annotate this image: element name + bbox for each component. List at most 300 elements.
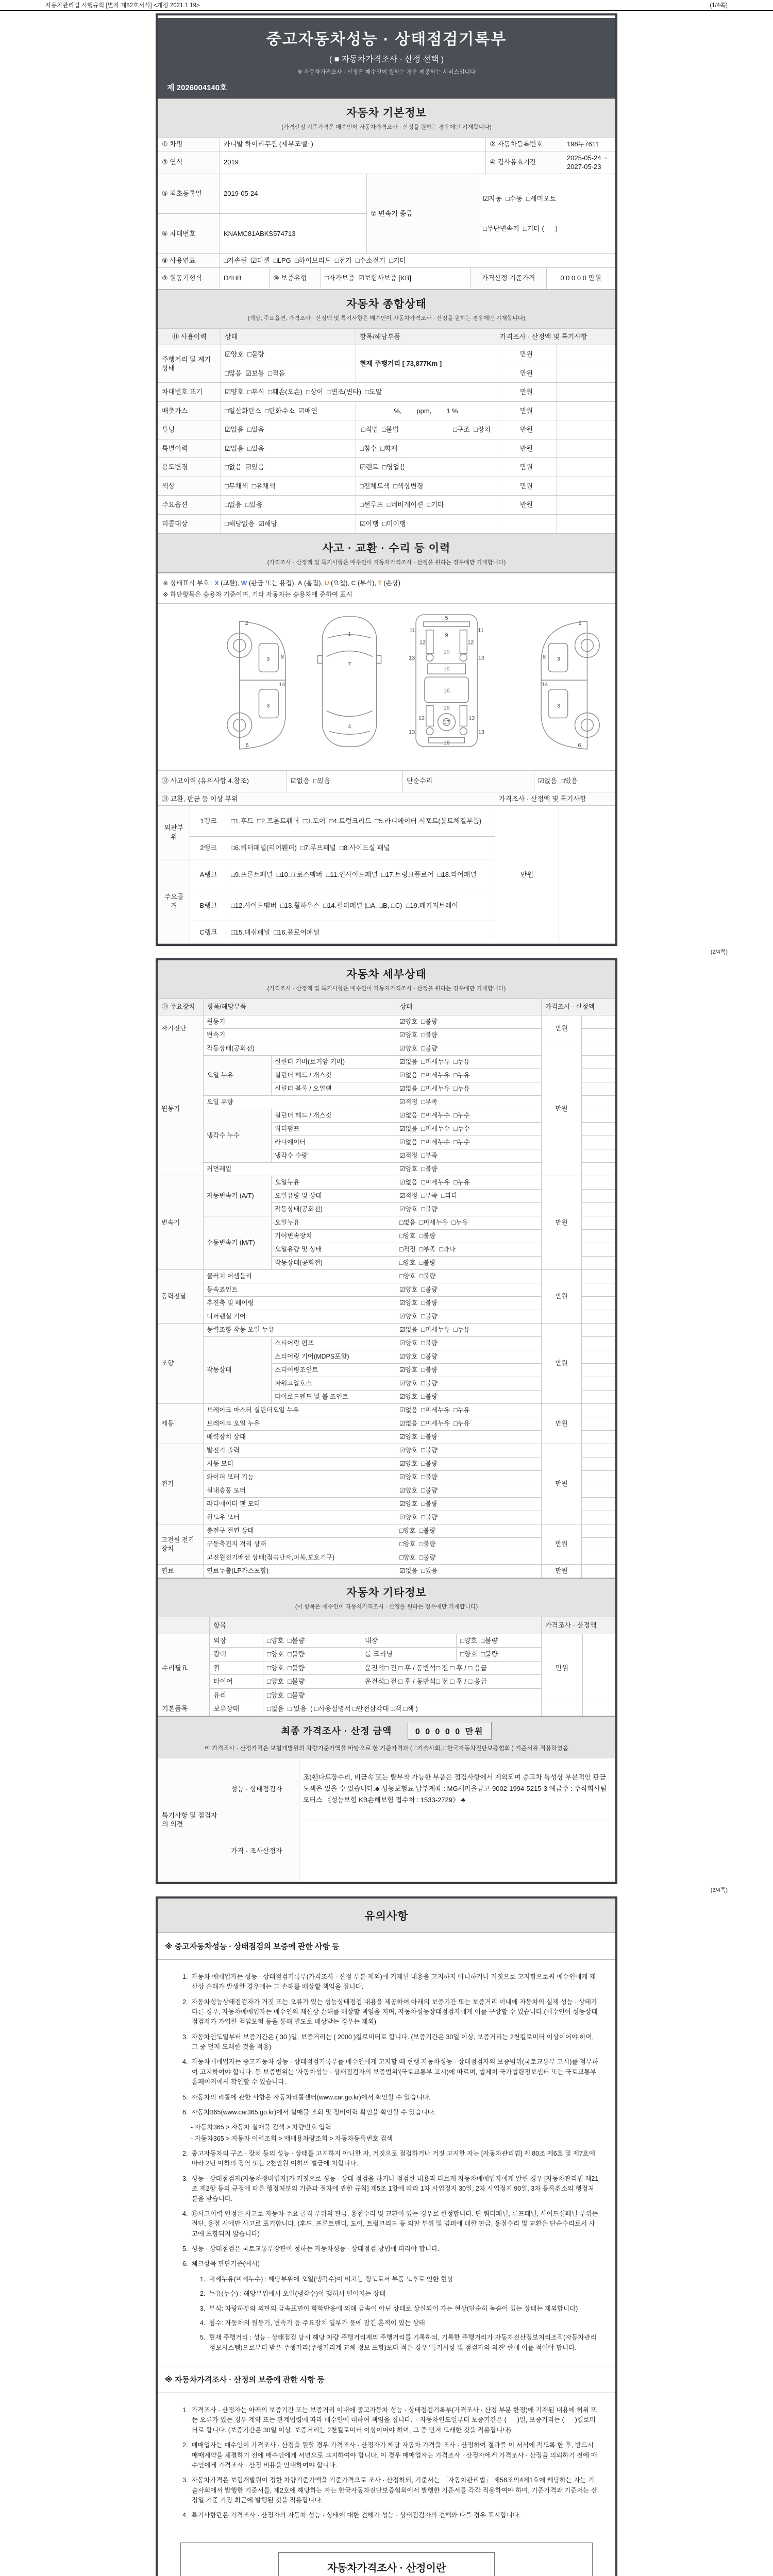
- cell-state: ☑없음 □미세누유 □누유: [396, 1417, 542, 1431]
- cell-price: 만원: [542, 1634, 583, 1702]
- cell-state: ☑없음 □미세누유 □누유: [396, 1176, 542, 1190]
- cell-state: □양호 □불량: [396, 1551, 542, 1565]
- section-detail-state: [158, 960, 615, 999]
- sub-group-label: 작동상태: [204, 1337, 272, 1404]
- cell-label: 등속죠인트: [204, 1283, 396, 1297]
- empty-cell: [559, 806, 615, 944]
- empty-cell: [582, 1471, 615, 1484]
- cell-label: 광택: [210, 1648, 263, 1662]
- cell-price: 만원: [542, 1404, 582, 1444]
- cell-state: ☑양호 □불량: [396, 1163, 542, 1176]
- svg-text:11: 11: [409, 627, 415, 634]
- code-dent-desc: (요철),: [329, 579, 351, 587]
- svg-text:9: 9: [445, 632, 448, 639]
- cell-state: □양호 □불량: [263, 1661, 361, 1675]
- cell-state: ☑양호 □불량: [396, 1310, 542, 1324]
- group-label: 조향: [158, 1324, 204, 1404]
- cell-price: 만원: [542, 1444, 582, 1524]
- cell-label: ⑥ 차대번호: [158, 214, 220, 254]
- svg-text:5: 5: [445, 615, 448, 621]
- empty-cell: [582, 1243, 615, 1257]
- cell-state: □12.사이드멤버 □13.휠하우스 □14.필러패널 (□A, □B, □C) □19.패키지트레이: [227, 890, 495, 921]
- overall-state-table: [158, 328, 615, 534]
- empty-cell: [557, 439, 615, 458]
- empty-cell: [582, 1149, 615, 1163]
- svg-text:8: 8: [543, 653, 546, 660]
- empty-cell: [582, 1565, 615, 1578]
- cell-label: 주요골격: [158, 859, 190, 944]
- cell-label: 휠: [210, 1661, 263, 1675]
- cell-price: 만원: [496, 401, 557, 420]
- cell-label: 냉각수 수량: [272, 1149, 396, 1163]
- cell-state: □6.쿼터패널(리어휀더) □7.루프패널 □8.사이드실 패널: [227, 837, 495, 859]
- svg-text:3: 3: [266, 703, 270, 709]
- svg-text:10: 10: [443, 649, 450, 655]
- svg-text:12: 12: [468, 715, 475, 722]
- cell-state: □전체도색 □색상변경: [356, 477, 496, 496]
- cell-label: 타이어: [210, 1675, 263, 1689]
- final-price-label: 최종 가격조사 · 산정 금액: [281, 1726, 392, 1737]
- column-header: 상태: [396, 999, 542, 1015]
- code-exchange: X: [214, 579, 219, 587]
- column-header: ⑭ 주요장치: [158, 999, 204, 1015]
- etc-info-table: [158, 1617, 615, 1716]
- cell-label: 1랭크: [190, 806, 227, 837]
- cell-label: 동력조향 작동 오일 누유: [204, 1324, 396, 1337]
- cell-label: ⑩ 보증유형: [270, 267, 321, 289]
- page-3: [156, 1896, 617, 2576]
- empty-cell: [582, 1350, 615, 1364]
- cell-state: □9.프론트패널 □10.크로스멤버 □11.인사이드패널 □17.트렁크플로어 □18.리어패널: [227, 859, 495, 890]
- document-subtitle: ( ■ 자동차가격조사 · 산정 선택 ): [329, 55, 444, 64]
- empty-cell: [557, 458, 615, 477]
- cell-label: 내장: [361, 1634, 457, 1648]
- group-label: 전기: [158, 1444, 204, 1524]
- column-header: 가격조사 · 산정액 및 특기사항: [496, 328, 615, 345]
- svg-text:13: 13: [478, 728, 485, 735]
- form-rule-header: [0, 0, 773, 10]
- cell-state: □없음 ☑있음: [221, 458, 356, 477]
- cell-label: 성능 · 상태점검자: [227, 1758, 299, 1820]
- cell-label: 충전구 절연 상태: [204, 1524, 396, 1538]
- group-label: 변속기: [158, 1176, 204, 1270]
- cell-label: 작동상태(공회전): [272, 1257, 396, 1270]
- tuning-legal-options: □적법 □불법: [361, 426, 399, 434]
- legend-note: ※ 하단항목은 승용차 기준이며, 기타 자동차는 승용차에 준하여 표시: [158, 588, 615, 604]
- empty-cell: [582, 1216, 615, 1230]
- cell-label: A랭크: [190, 859, 227, 890]
- code-damage: T: [378, 579, 382, 587]
- cell-label: 실내송풍 모터: [204, 1484, 396, 1498]
- group-label: 동력전달: [158, 1270, 204, 1324]
- cell-label: 파워고압호스: [272, 1377, 396, 1391]
- cell-label: C랭크: [190, 921, 227, 944]
- cell-state: □없음 □있음: [221, 496, 356, 515]
- cell-state: □1.후드 □2.프론트휀더 □3.도어 □4.트렁크리드 □5.라디에이터 서포트(볼트체결부품): [227, 806, 495, 837]
- definition-box-title: 자동차가격조사 · 산정이란: [278, 2552, 495, 2576]
- basic-info-table-3: [158, 253, 615, 268]
- cell-label: 실린더 블록 / 오일팬: [272, 1082, 396, 1096]
- cell-price: 만원: [542, 1524, 582, 1565]
- basic-info-table-1: [158, 137, 615, 174]
- cell-state: ☑양호 □불량: [396, 1364, 542, 1377]
- section-basic-info: [158, 98, 615, 138]
- cell-label: 추진축 및 베어링: [204, 1297, 396, 1310]
- document-number: 제 2026004140호: [167, 83, 227, 92]
- empty-cell: [557, 364, 615, 383]
- code-dent: U: [324, 579, 329, 587]
- svg-text:6: 6: [578, 742, 581, 749]
- cell-price: 만원: [496, 345, 557, 364]
- empty-cell: [582, 1417, 615, 1431]
- cell-state: □양호 □불량: [263, 1675, 361, 1689]
- empty-cell: [582, 1163, 615, 1176]
- cell-label: 윈도우 모터: [204, 1511, 396, 1524]
- section-title: 유의사항: [364, 1910, 409, 1922]
- cell-label: 튜닝: [158, 420, 221, 439]
- code-damage-desc: (손상): [381, 579, 400, 587]
- page-marker-3: (3/4쪽): [710, 1887, 728, 1893]
- cell-label: 단순수리: [403, 770, 534, 792]
- cell-label: 실린더 커버(로커암 커버): [272, 1056, 396, 1069]
- cell-label: 특별이력: [158, 439, 221, 458]
- cell-state: □침수 □화재: [356, 439, 496, 458]
- transmission-options-2: □무단변속기 □기타 ( ): [483, 225, 558, 233]
- cell-state: □양호 □불량: [396, 1538, 542, 1551]
- cell-state: ☑없음 □있음: [534, 770, 615, 792]
- code-exchange-desc: (교환),: [219, 579, 241, 587]
- svg-text:11: 11: [478, 627, 484, 634]
- code-weld-desc: (판금 또는 용접),: [247, 579, 298, 587]
- cell-price: 만원: [542, 1176, 582, 1270]
- cell-state: ☑없음 □미세누유 □누유: [396, 1324, 542, 1337]
- empty-cell: [557, 420, 615, 439]
- damage-diagram-wrap: [158, 604, 615, 771]
- cell-label: 스티어링 펌프: [272, 1337, 396, 1350]
- cell-value: 2025-05-24 ~ 2027-05-23: [563, 151, 615, 174]
- code-corrosion: C: [351, 579, 356, 587]
- svg-text:3: 3: [557, 655, 560, 662]
- empty-cell: [582, 1511, 615, 1524]
- svg-text:2: 2: [578, 620, 582, 626]
- cell-state: ☑양호 □불량: [221, 345, 356, 364]
- cell-state: ☑없음 □있음: [287, 770, 403, 792]
- cell-label: 브레이크 마스터 실린더오일 누유: [204, 1404, 396, 1417]
- svg-text:3: 3: [266, 655, 270, 662]
- cell-value: 2019-05-24: [220, 174, 367, 214]
- sub-group-label: 수동변속기 (M/T): [204, 1216, 272, 1270]
- cell-state: □무채색 □유채색: [221, 477, 356, 496]
- group-label: 제동: [158, 1404, 204, 1444]
- notice-item: 6. 자동차365(www.car365.go.kr)에서 실매물 조회 및 정비이력 확인을 확인할 수 있습니다.: [182, 2108, 436, 2116]
- empty-cell: [582, 1176, 615, 1190]
- svg-text:14: 14: [279, 681, 285, 688]
- final-price-band: [158, 1716, 615, 1758]
- sub-group-label: 냉각수 누수: [204, 1109, 272, 1163]
- cell-state: □양호 □불량: [457, 1634, 542, 1648]
- svg-text:13: 13: [409, 728, 415, 735]
- section-overall-state: [158, 290, 615, 329]
- cell-state: ☑양호 □부식 □훼손(오손) □상이 □변조(변타) □도말: [221, 383, 496, 402]
- empty-cell: [582, 1283, 615, 1297]
- empty-cell: [557, 383, 615, 402]
- group-label: 특기사항 및 점검자의 의견: [158, 1758, 227, 1882]
- cell-state: ☑양호 □불량: [396, 1029, 542, 1042]
- cell-label: 시동 모터: [204, 1458, 396, 1471]
- cell-label: 기어변속장치: [272, 1230, 396, 1243]
- empty-cell: [582, 1324, 615, 1337]
- cell-label: 가격조사 · 산정액 및 특기사항: [495, 792, 615, 806]
- page-marker-1: (1/4쪽): [710, 3, 728, 9]
- cell-label: 색상: [158, 477, 221, 496]
- cell-state: 운전석□ 전 □ 후 / 동반석□ 전 □ 후 / □ 응급: [361, 1661, 542, 1675]
- cell-state: □많음 ☑보통 □적음: [221, 364, 356, 383]
- empty-cell: [582, 1551, 615, 1565]
- cell-price: 만원: [542, 1565, 582, 1578]
- cell-label: ⑨ 원동기형식: [158, 267, 220, 289]
- cell-label: 스티어링조인트: [272, 1364, 396, 1377]
- cell-value: KNAMC81ABKS574713: [220, 214, 367, 254]
- empty-cell: [582, 1310, 615, 1324]
- transmission-options-1: ☑자동 □수동 □세미오토: [483, 194, 557, 202]
- cell-price: 만원: [496, 420, 557, 439]
- notice-list-b: [158, 2393, 615, 2534]
- page-1: [156, 13, 617, 946]
- empty-cell: [582, 1524, 615, 1538]
- empty-cell: [582, 1538, 615, 1551]
- empty-cell: [582, 1364, 615, 1377]
- detail-state-table: [158, 998, 615, 1578]
- empty-cell: [583, 1634, 615, 1702]
- cell-state: □일산화탄소 □탄화수소 ☑매연: [221, 401, 356, 420]
- notice-item: 3. 부식: 차량하부와 외판의 금속표면이 화학반응에 의해 금속이 아닌 상태로 상실되어 가는 현상(단순히 녹슬어 있는 상태는 제외합니다): [200, 2304, 578, 2312]
- cell-state: ☑없음 □미세누유 □누유: [396, 1056, 542, 1069]
- cell-label: 리콜대상: [158, 515, 221, 534]
- cell-state: □없음 □ 있음 ( □사용설명서 □안전삼각대 □잭 □잭 ): [263, 1702, 542, 1716]
- group-label: 원동기: [158, 1042, 204, 1176]
- notice-item: 4. 자동차매매업자는 중고자동차 성능 · 상태점검기록부를 매수인에게 고지할 때 현행 자동차성능 · 상태점검자의 보증범위(국토교통부 고시)를 첨부하여 고지하여야 합니다. 동 보증범위는 '자동차성능 · 상태점검자의 보증범위'(국토교통부 고시)에 따르며, 법제처 국가법령정보센터 또는 국토교통부 홈페이지에서 확인할 수 있습니다.: [182, 2058, 599, 2086]
- cell-label: 스티어링 기어(MDPS포함): [272, 1350, 396, 1364]
- cell-state: □없음 □미세누유 □누유: [396, 1216, 542, 1230]
- service-note: ※ 자동차가격조사 · 산정은 매수인이 원하는 경우 제공하는 서비스입니다: [297, 69, 476, 75]
- section-title: 자동차 기본정보: [346, 107, 427, 119]
- empty-cell: [582, 1015, 615, 1029]
- cell-label: 룸 크리닝: [361, 1648, 457, 1662]
- svg-text:6: 6: [245, 742, 249, 749]
- svg-text:2: 2: [245, 620, 248, 626]
- column-header: 항목/해당부품: [204, 999, 396, 1015]
- cell-price: 만원: [495, 806, 559, 944]
- notice-item: 1. 미세누유(미세누수) : 해당부위에 오일(냉각수)이 비치는 정도로서 부품 노후로 인한 현상: [200, 2275, 453, 2283]
- appraiser-opinion: [299, 1820, 615, 1882]
- empty-cell: [557, 496, 615, 515]
- svg-text:12: 12: [419, 639, 426, 646]
- cell-state: □양호 □불량: [396, 1230, 542, 1243]
- group-label: 고전원 전기장치: [158, 1524, 204, 1565]
- empty-cell: [582, 1096, 615, 1109]
- section-note: (색상, 주요옵션, 가격조사 · 산정액 및 특기사항은 매수인이 자동차가격조사 · 산정을 원하는 경우에만 기재합니다): [247, 315, 526, 321]
- cell-label: 실린더 헤드 / 개스킷: [272, 1109, 396, 1123]
- cell-state: □해당없음 ☑해당: [221, 515, 356, 534]
- section-notice: [158, 1899, 615, 1933]
- empty-cell: [542, 1702, 583, 1716]
- cell-price: 만원: [496, 458, 557, 477]
- cell-label: 발전기 출력: [204, 1444, 396, 1458]
- empty-cell: [557, 477, 615, 496]
- final-price-note: 이 가격조사 · 산정가격은 보험개발원의 차량기준가액을 바탕으로 한 기준가격과 ( □기술사회, □한국자동차진단보증협회 ) 기준서를 적용하였음: [204, 1745, 569, 1752]
- notice-item: 1. 가격조사 · 산정자는 아래의 보증기간 또는 보증거리 이내에 중고자동차 성능 · 상태점검기록부(가격조사 · 산정 부분 한정)에 기재된 내용에 허위 또는 오류가 있는 경우 계약 또는 관계법령에 따라 매수인에 대하여 책임을 집니다. · 자동차인도일부터 보증기간은 ( )일, 보증거리는 ( )킬로미터로 합니다. (보증기간은 30일 이상, 보증거리는 2천킬로미터 이상이어야 하며, 그 중 먼저 도래한 것을 적용합니다): [182, 2406, 597, 2434]
- empty-cell: [582, 1297, 615, 1310]
- code-scratch-desc: (흠집),: [302, 579, 325, 587]
- notice-item: - 자동차365 > 자동차 이력조회 > 매매용차량조회 > 자동차등록번호 검색: [191, 2134, 393, 2142]
- empty-cell: [582, 1444, 615, 1458]
- empty-cell: [582, 1029, 615, 1042]
- cell-state: □적정 □부족 □과다: [396, 1243, 542, 1257]
- cell-state: ☑없음 □미세누수 □누수: [396, 1109, 542, 1123]
- cell-state: ☑없음 □미세누유 □누유: [396, 1404, 542, 1417]
- cell-state: ☑없음 □있음: [396, 1565, 542, 1578]
- cell-price: 만원: [496, 496, 557, 515]
- car-damage-diagram: [158, 608, 615, 762]
- cell-value: 198누7611: [563, 138, 615, 151]
- cell-label: 용도변경: [158, 458, 221, 477]
- notice-item: 3. 자동차인도일부터 보증기간은 ( 30 )일, 보증거리는 ( 2000 )킬로미터로 합니다. (보증기간은 30일 이상, 보증거리는 2천킬로미터 이상이어야 하며, 그 중 먼저 도래한 것을 적용): [182, 2033, 596, 2051]
- cell-state: ☑렌트 □영업용: [356, 458, 496, 477]
- notice-list-a: [158, 1960, 615, 2366]
- svg-text:16: 16: [443, 687, 450, 694]
- cell-price: 만원: [542, 1270, 582, 1324]
- cell-label: 유리: [210, 1688, 263, 1702]
- cell-state: [356, 420, 496, 439]
- cell-state: ☑적정 □부족: [396, 1149, 542, 1163]
- cell-label: 구동축전지 격리 상태: [204, 1538, 396, 1551]
- cell-label: 배출가스: [158, 401, 221, 420]
- cell-label: 외장: [210, 1634, 263, 1648]
- cell-price: 만원: [496, 364, 557, 383]
- group-label: 자기진단: [158, 1015, 204, 1042]
- notice-item: 6. 체크항목 판단기준(예시): [182, 2260, 260, 2268]
- remark-table: [158, 1758, 615, 1882]
- svg-text:13: 13: [409, 654, 415, 661]
- cell-state: ☑양호 □불량: [396, 1350, 542, 1364]
- panel-rank-table: [158, 792, 615, 944]
- cell-label: 연료누출(LP가스포함): [204, 1565, 396, 1578]
- empty-cell: [582, 1377, 615, 1391]
- section-note: (가격산정 기준가격은 매수인이 자동차가격조사 · 산정을 원하는 경우에만 기재합니다): [281, 124, 492, 130]
- cell-label: 라디에이터 팬 모터: [204, 1498, 396, 1511]
- notice-item: 4. 특기사항란은 가격조사 · 산정자의 자동차 성능 · 상태에 대한 견해가 성능 · 상태점검자의 견해와 다를 경우 표시합니다.: [182, 2512, 521, 2519]
- svg-text:13: 13: [478, 654, 485, 661]
- cell-state: 운전석□ 전 □ 후 / 동반석□ 전 □ 후 / □ 응급: [361, 1675, 542, 1689]
- cell-label: 가격산정 기준가격: [470, 267, 547, 289]
- cell-state: □양호 □불량: [396, 1270, 542, 1283]
- notice-subtitle-b: ※ 자동차가격조사 · 산정의 보증에 관한 사항 등: [158, 2366, 615, 2393]
- cell-label: ⑫ 사고이력 (유의사항 4.참조): [158, 770, 287, 792]
- svg-text:12: 12: [418, 715, 425, 722]
- empty-cell: [158, 1617, 210, 1634]
- emission-values: %, ppm, 1 %: [356, 401, 496, 420]
- empty-cell: [557, 515, 615, 534]
- section-note: (이 항목은 매수인이 자동차가격조사 · 산정을 원하는 경우에만 기재합니다): [295, 1604, 478, 1610]
- cell-state: ☑양호 □불량: [396, 1444, 542, 1458]
- group-label: 기본품목: [158, 1702, 210, 1716]
- cell-state: ☑없음 □미세누유 □누유: [396, 1069, 542, 1082]
- notice-item: - 자동차365 > 자동차 실매물 검색 > 차량번호 입력: [191, 2124, 331, 2131]
- section-title: 자동차 세부상태: [346, 969, 427, 981]
- cell-label: 오일누유: [272, 1176, 396, 1190]
- cell-price: 만원: [542, 1042, 582, 1176]
- cell-label: 클러치 어셈블리: [204, 1270, 396, 1283]
- cell-label: ② 자동차등록번호: [486, 138, 563, 151]
- sub-group-label: 오일 누유: [204, 1056, 272, 1096]
- cell-label: 주요옵션: [158, 496, 221, 515]
- cell-state: ☑없음 □있음: [221, 420, 356, 439]
- empty-cell: [582, 1484, 615, 1498]
- cell-label: 보유상태: [210, 1702, 263, 1716]
- notice-item: 2. 중고자동차의 구조 · 장치 등의 성능 · 상태를 고지하지 아니한 자, 거짓으로 점검하거나 거짓 고지한 자는 [자동차관리법] 제 80조 제6호 및 제7호에 따라 2년 이하의 징역 또는 2천만원 이하의 벌금에 처합니다.: [182, 2150, 597, 2167]
- cell-price: 만원: [496, 477, 557, 496]
- cell-label: 원동기: [204, 1015, 396, 1029]
- notice-item: 3. 자동차가격은 보험개발원이 정한 차량기준가액을 기준가격으로 조사 · 산정하되, 기준서는 「자동차관리법」 제58조의4제1호에 해당하는 자는 기술사회에서 발행한 기준서를, 제2호에 해당하는 자는 한국자동차진단보증협회에서 발행한 기준서를 각각 적용하여야 하며, 기준가격과 기준서는 산정일 기준 가장 최근에 발행된 것을 적용합니다.: [182, 2477, 598, 2504]
- code-corrosion-desc: (부식),: [356, 579, 378, 587]
- cell-label: 2랭크: [190, 837, 227, 859]
- empty-cell: [582, 1458, 615, 1471]
- cell-value: □가솔린 ☑디젤 □LPG □하이브리드 □전기 □수소전기 □기타: [220, 254, 615, 268]
- cell-state: ☑양호 □불량: [396, 1042, 542, 1056]
- cell-label: 외판부위: [158, 806, 190, 859]
- cell-value: □자가보증 ☑보험사보증 [KB]: [321, 267, 470, 289]
- empty-cell: [557, 401, 615, 420]
- cell-state: □양호 □불량: [396, 1257, 542, 1270]
- cell-value: 카니발 하이리무진 (세부모델: ): [220, 138, 486, 151]
- cell-label: ④ 검사유효기간: [486, 151, 563, 174]
- empty-cell: [582, 1042, 615, 1056]
- cell-label: 오일유량 및 상태: [272, 1190, 396, 1203]
- group-label: 수리필요: [158, 1634, 210, 1702]
- notice-item: 2. 누유(누수) : 해당부위에서 오일(냉각수)이 맺혀서 떨어지는 상태: [200, 2290, 386, 2298]
- notice-item: 1. 자동차 매매업자는 성능 · 상태점검기록부(가격조사 · 산정 부분 제외)에 기재된 내용을 고지하지 아니하거나 거짓으로 고지함으로써 매수인에게 재산상 손해가 발생한 경우에는 그 손해를 배상할 책임을 집니다.: [182, 1973, 596, 1991]
- cell-label: 작동상태(공회전): [204, 1042, 396, 1056]
- empty-cell: [582, 1337, 615, 1350]
- empty-cell: [557, 345, 615, 364]
- cell-state: □양호 □불량: [457, 1648, 542, 1662]
- cell-label: 오일누유: [272, 1216, 396, 1230]
- cell-label: 변속기: [204, 1029, 396, 1042]
- cell-state: ☑양호 □불량: [396, 1471, 542, 1484]
- empty-cell: [582, 1056, 615, 1069]
- notice-item: 5. 현재 주행거리 : 성능 · 상태점검 당시 해당 차량 주행거리계의 주행거리를 기록하되, 기록한 주행거리가 자동차전산정보처리조직(자동차관리정보시스템)으로부터 받은 주행거리(주행거리계 교체 정보 포함)보다 적은 경우 '특기사항 및 점검자의 의견' 란에 이를 적어야 합니다.: [200, 2334, 597, 2351]
- cell-state: □양호 □불량: [263, 1688, 542, 1702]
- cell-label: 디퍼렌셜 기어: [204, 1310, 396, 1324]
- cell-price: 만원: [542, 1324, 582, 1404]
- section-title: 자동차 기타정보: [346, 1587, 427, 1599]
- cell-label: B랭크: [190, 890, 227, 921]
- notice-item: 5. 성능 · 상태점검은 국토교통부장관이 정하는 자동차성능 · 상태점검 방법에 따라야 합니다.: [182, 2245, 440, 2253]
- cell-state: ☑없음 □미세누유 □누유: [396, 1082, 542, 1096]
- cell-label: 브레이크 오일 누유: [204, 1417, 396, 1431]
- cell-label: 가격 · 조사산정자: [227, 1820, 299, 1882]
- cell-label: 주행거리 및 계기상태: [158, 345, 221, 383]
- empty-cell: [582, 1069, 615, 1082]
- cell-state: ☑없음 □미세누수 □누수: [396, 1136, 542, 1149]
- page-marker-2: (2/4쪽): [710, 949, 728, 956]
- svg-text:3: 3: [557, 703, 560, 709]
- header-divider: [0, 10, 773, 11]
- inspector-opinion: 조)휀다도장수리, 비금속 또는 탈부착 가능한 부품은 점검사항에서 제외되며 중고차 특성상 부분적인 판금도색은 있을 수 있습니다.♣ 성능보험료 납부계좌 : MG새마을금고 9002-1994-5215-3 예금주 : 주식회사팀모터스 《성능보험 KB손해보험 접수처 : 1533-2729》 ♣: [299, 1758, 615, 1820]
- cell-label: 차대번호 표기: [158, 383, 221, 402]
- section-title: 자동차 종합상태: [346, 298, 427, 310]
- cell-state: ☑양호 □불량: [396, 1458, 542, 1471]
